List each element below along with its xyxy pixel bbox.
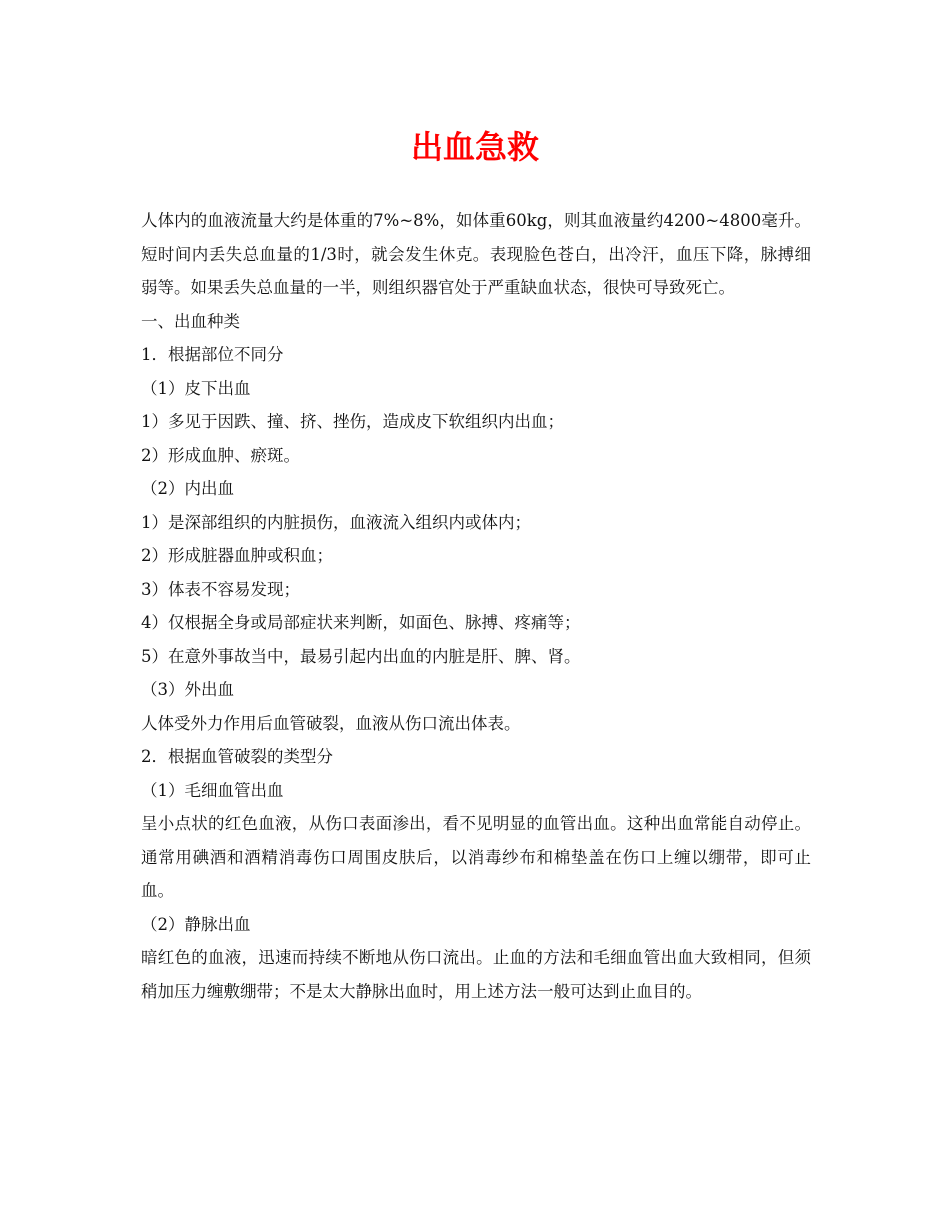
- item-heading-venous: （2）静脉出血: [141, 914, 251, 934]
- list-item: 5）在意外事故当中，最易引起内出血的内脏是肝、脾、肾。: [141, 646, 581, 666]
- list-item: 1）多见于因跌、撞、挤、挫伤，造成皮下软组织内出血；: [141, 412, 564, 431]
- list-item: 2）形成脏器血肿或积血；: [141, 546, 333, 565]
- body-paragraph: 呈小点状的红色血液，从伤口表面渗出，看不见明显的血管出血。这种出血常能自动停止。通常用碘酒和酒精消毒伤口周围皮肤后，以消毒纱布和棉垫盖在伤口上缠以绷带，即可止血。: [141, 814, 811, 900]
- item-heading-external: （3）外出血: [141, 680, 234, 699]
- subsection-heading-by-location: 1．根据部位不同分: [141, 345, 284, 364]
- body-paragraph: 人体受外力作用后血管破裂，血液从伤口流出体表。: [141, 713, 521, 733]
- document-body: [141, 204, 811, 1008]
- document-title: 出血急救: [410, 128, 539, 166]
- list-item: 1）是深部组织的内脏损伤，血液流入组织内或体内；: [141, 512, 531, 532]
- item-heading-capillary: （1）毛细血管出血: [141, 780, 284, 800]
- item-heading-subcutaneous: （1）皮下出血: [141, 378, 251, 398]
- body-paragraph: 暗红色的血液，迅速而持续不断地从伤口流出。止血的方法和毛细血管出血大致相同，但须稍加压力缠敷绷带；不是太大静脉出血时，用上述方法一般可达到止血目的。: [141, 948, 811, 1001]
- list-item: 2）形成血肿、瘀斑。: [141, 445, 300, 465]
- section-heading-bleeding-types: 一、出血种类: [141, 311, 240, 331]
- list-item: 3）体表不容易发现；: [141, 579, 300, 599]
- list-item: 4）仅根据全身或局部症状来判断，如面色、脉搏、疼痛等；: [141, 613, 581, 632]
- subsection-heading-by-vessel: 2．根据血管破裂的类型分: [141, 747, 333, 766]
- intro-paragraph: 人体内的血液流量大约是体重的7%~8%，如体重60kg，则其血液量约4200~4800毫升。短时间内丢失总血量的1/3时，就会发生休克。表现脸色苍白，出冷汗，血压下降，脉搏细弱等。如果丢失总血量的一半，则组织器官处于严重缺血状态，很快可导致死亡。: [141, 211, 811, 297]
- item-heading-internal: （2）内出血: [141, 479, 234, 498]
